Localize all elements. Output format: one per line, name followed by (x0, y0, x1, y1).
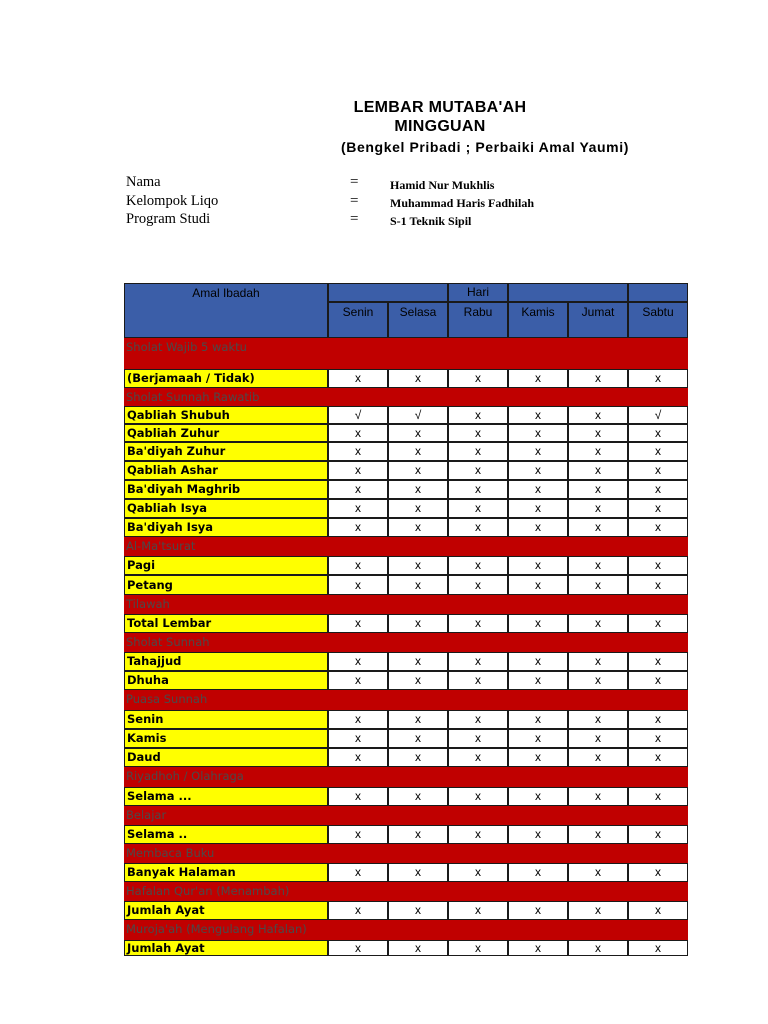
cell-sabtu: x (628, 614, 688, 633)
cell-selasa: x (388, 863, 448, 882)
cell-selasa: x (388, 652, 448, 671)
cell-senin: x (328, 480, 388, 499)
cell-sabtu: x (628, 369, 688, 388)
cell-selasa: x (388, 671, 448, 690)
cell-senin: x (328, 710, 388, 729)
cell-senin: x (328, 614, 388, 633)
cell-jumat: x (568, 461, 628, 480)
category-row: Tilawah (124, 595, 688, 614)
cell-jumat: x (568, 556, 628, 575)
cell-sabtu: x (628, 461, 688, 480)
cell-selasa: x (388, 825, 448, 844)
column-header-day-senin: Senin (328, 302, 388, 338)
cell-rabu: x (448, 424, 508, 442)
cell-kamis: x (508, 710, 568, 729)
cell-selasa: x (388, 729, 448, 748)
category-row: Riyadhoh / Olahraga (124, 767, 688, 787)
row-label: Ba'diyah Maghrib (124, 480, 328, 499)
cell-jumat: x (568, 499, 628, 518)
cell-rabu: x (448, 863, 508, 882)
cell-jumat: x (568, 863, 628, 882)
cell-sabtu: x (628, 825, 688, 844)
cell-selasa: x (388, 369, 448, 388)
row-label: Kamis (124, 729, 328, 748)
cell-kamis: x (508, 901, 568, 920)
cell-kamis: x (508, 652, 568, 671)
sheet-title-line2: MINGGUAN (394, 118, 486, 135)
row-label: Banyak Halaman (124, 863, 328, 882)
column-header-day-kamis: Kamis (508, 302, 568, 338)
info-separator: = (350, 211, 359, 227)
cell-senin: √ (328, 406, 388, 424)
cell-senin: x (328, 671, 388, 690)
cell-senin: x (328, 369, 388, 388)
cell-sabtu: x (628, 442, 688, 461)
cell-selasa: x (388, 480, 448, 499)
cell-senin: x (328, 518, 388, 537)
cell-senin: x (328, 575, 388, 595)
cell-senin: x (328, 940, 388, 956)
cell-sabtu: x (628, 863, 688, 882)
row-label: Jumlah Ayat (124, 901, 328, 920)
cell-rabu: x (448, 556, 508, 575)
cell-kamis: x (508, 940, 568, 956)
category-row: Sholat Sunnah Rawatib (124, 388, 688, 406)
cell-kamis: x (508, 424, 568, 442)
cell-sabtu: x (628, 748, 688, 767)
cell-sabtu: x (628, 901, 688, 920)
cell-kamis: x (508, 748, 568, 767)
cell-senin: x (328, 442, 388, 461)
row-label: Daud (124, 748, 328, 767)
cell-sabtu: x (628, 787, 688, 806)
cell-selasa: √ (388, 406, 448, 424)
column-header-day-jumat: Jumat (568, 302, 628, 338)
row-label: Senin (124, 710, 328, 729)
cell-kamis: x (508, 369, 568, 388)
cell-jumat: x (568, 901, 628, 920)
cell-kamis: x (508, 518, 568, 537)
cell-jumat: x (568, 787, 628, 806)
cell-rabu: x (448, 369, 508, 388)
cell-sabtu: x (628, 575, 688, 595)
cell-kamis: x (508, 575, 568, 595)
cell-kamis: x (508, 556, 568, 575)
cell-senin: x (328, 461, 388, 480)
header-spacer (328, 283, 448, 302)
cell-jumat: x (568, 575, 628, 595)
info-value-nama: Hamid Nur Mukhlis (390, 178, 495, 192)
row-label: Petang (124, 575, 328, 595)
cell-jumat: x (568, 940, 628, 956)
cell-rabu: x (448, 787, 508, 806)
cell-selasa: x (388, 424, 448, 442)
cell-rabu: x (448, 729, 508, 748)
header-spacer (628, 283, 688, 302)
cell-kamis: x (508, 442, 568, 461)
column-header-day-selasa: Selasa (388, 302, 448, 338)
cell-rabu: x (448, 901, 508, 920)
cell-kamis: x (508, 825, 568, 844)
cell-selasa: x (388, 940, 448, 956)
cell-rabu: x (448, 499, 508, 518)
cell-rabu: x (448, 461, 508, 480)
cell-selasa: x (388, 518, 448, 537)
cell-kamis: x (508, 671, 568, 690)
cell-kamis: x (508, 499, 568, 518)
cell-rabu: x (448, 614, 508, 633)
cell-sabtu: √ (628, 406, 688, 424)
cell-jumat: x (568, 671, 628, 690)
cell-sabtu: x (628, 710, 688, 729)
row-label: Total Lembar (124, 614, 328, 633)
cell-jumat: x (568, 480, 628, 499)
cell-senin: x (328, 424, 388, 442)
cell-kamis: x (508, 863, 568, 882)
cell-sabtu: x (628, 480, 688, 499)
cell-jumat: x (568, 442, 628, 461)
cell-senin: x (328, 652, 388, 671)
info-label-kelompok: Kelompok Liqo (126, 193, 219, 209)
cell-kamis: x (508, 729, 568, 748)
cell-rabu: x (448, 575, 508, 595)
row-label: (Berjamaah / Tidak) (124, 369, 328, 388)
info-value-kelompok: Muhammad Haris Fadhilah (390, 196, 535, 210)
cell-sabtu: x (628, 940, 688, 956)
cell-jumat: x (568, 825, 628, 844)
cell-rabu: x (448, 825, 508, 844)
row-label: Tahajjud (124, 652, 328, 671)
cell-kamis: x (508, 480, 568, 499)
category-row: Hafalan Qur'an (Menambah) (124, 882, 688, 901)
cell-jumat: x (568, 369, 628, 388)
cell-sabtu: x (628, 652, 688, 671)
row-label: Selama ... (124, 787, 328, 806)
info-label-prodi: Program Studi (126, 211, 211, 227)
cell-kamis: x (508, 787, 568, 806)
category-row: Membaca Buku (124, 844, 688, 863)
cell-senin: x (328, 729, 388, 748)
row-label: Ba'diyah Zuhur (124, 442, 328, 461)
info-value-prodi: S-1 Teknik Sipil (390, 214, 472, 228)
cell-rabu: x (448, 710, 508, 729)
column-header-amal-ibadah: Amal Ibadah (124, 283, 328, 338)
cell-senin: x (328, 825, 388, 844)
row-label: Ba'diyah Isya (124, 518, 328, 537)
cell-jumat: x (568, 710, 628, 729)
row-label: Jumlah Ayat (124, 940, 328, 956)
info-separator: = (350, 193, 359, 209)
row-label: Qabliah Ashar (124, 461, 328, 480)
row-label: Pagi (124, 556, 328, 575)
cell-jumat: x (568, 748, 628, 767)
cell-rabu: x (448, 518, 508, 537)
cell-rabu: x (448, 480, 508, 499)
cell-selasa: x (388, 461, 448, 480)
cell-senin: x (328, 787, 388, 806)
cell-selasa: x (388, 787, 448, 806)
category-row: Puasa Sunnah (124, 690, 688, 710)
sheet-title-line1: LEMBAR MUTABA'AH (353, 99, 527, 116)
column-header-hari: Hari (448, 283, 508, 302)
cell-selasa: x (388, 748, 448, 767)
cell-rabu: x (448, 940, 508, 956)
cell-rabu: x (448, 406, 508, 424)
cell-rabu: x (448, 652, 508, 671)
category-row: Belajar (124, 806, 688, 825)
cell-selasa: x (388, 556, 448, 575)
row-label: Qabliah Shubuh (124, 406, 328, 424)
cell-senin: x (328, 748, 388, 767)
cell-sabtu: x (628, 729, 688, 748)
cell-rabu: x (448, 671, 508, 690)
cell-selasa: x (388, 710, 448, 729)
cell-jumat: x (568, 406, 628, 424)
cell-sabtu: x (628, 518, 688, 537)
cell-senin: x (328, 556, 388, 575)
category-row: Sholat Wajib 5 waktu (124, 338, 688, 369)
sheet-subtitle: (Bengkel Pribadi ; Perbaiki Amal Yaumi) (341, 139, 629, 155)
cell-sabtu: x (628, 499, 688, 518)
cell-kamis: x (508, 406, 568, 424)
row-label: Qabliah Isya (124, 499, 328, 518)
cell-selasa: x (388, 614, 448, 633)
cell-jumat: x (568, 652, 628, 671)
cell-senin: x (328, 863, 388, 882)
column-header-day-sabtu: Sabtu (628, 302, 688, 338)
category-row: Al-Ma'tsurat (124, 537, 688, 556)
cell-jumat: x (568, 729, 628, 748)
cell-kamis: x (508, 614, 568, 633)
row-label: Selama .. (124, 825, 328, 844)
row-label: Qabliah Zuhur (124, 424, 328, 442)
cell-sabtu: x (628, 424, 688, 442)
info-separator: = (350, 174, 359, 190)
cell-rabu: x (448, 442, 508, 461)
cell-senin: x (328, 901, 388, 920)
cell-senin: x (328, 499, 388, 518)
cell-rabu: x (448, 748, 508, 767)
cell-selasa: x (388, 442, 448, 461)
cell-selasa: x (388, 499, 448, 518)
cell-sabtu: x (628, 671, 688, 690)
cell-jumat: x (568, 614, 628, 633)
cell-selasa: x (388, 575, 448, 595)
cell-jumat: x (568, 518, 628, 537)
row-label: Dhuha (124, 671, 328, 690)
cell-kamis: x (508, 461, 568, 480)
column-header-day-rabu: Rabu (448, 302, 508, 338)
category-row: Muroja'ah (Mengulang Hafalan) (124, 920, 688, 940)
info-label-nama: Nama (126, 174, 161, 190)
category-row: Sholat Sunnah (124, 633, 688, 652)
cell-jumat: x (568, 424, 628, 442)
header-spacer (508, 283, 628, 302)
cell-sabtu: x (628, 556, 688, 575)
cell-selasa: x (388, 901, 448, 920)
